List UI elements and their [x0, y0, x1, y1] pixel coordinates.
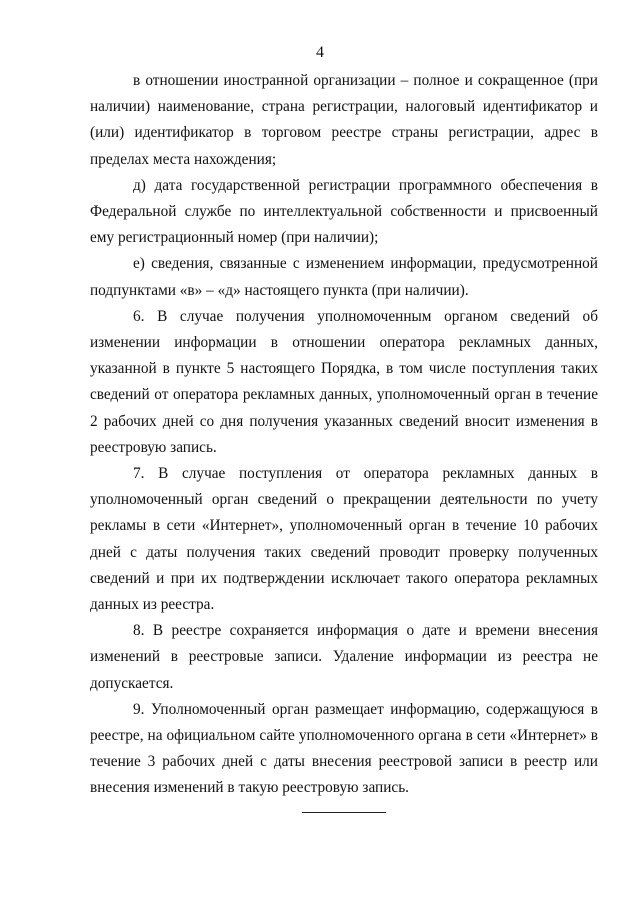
paragraph-7: 7. В случае поступления от оператора рекламных данных в уполномоченный орган сведений о прекращении деятельности по учету рекламы в сети «Интернет», уполномоченный орган в течение 10 рабочих дней с даты получения таких сведений проводит проверку полученных сведений и при их подтверждении исключает такого оператора рекламных данных из реестра.	[90, 465, 598, 614]
paragraph-foreign-organization: в отношении иностранной организации – полное и сокращенное (при наличии) наименование, страна регистрации, налоговый идентификатор и (или) идентификатор в торговом реестре страны регистрации, адрес в пределах места нахождения;	[90, 72, 598, 168]
document-body	[90, 68, 598, 802]
paragraph-8: 8. В реестре сохраняется информация о дате и времени внесения изменений в реестровые записи. Удаление информации из реестра не допускается.	[90, 622, 598, 692]
page-number: 4	[316, 44, 324, 61]
paragraph-9: 9. Уполномоченный орган размещает информацию, содержащуюся в реестре, на официальном сайте уполномоченного органа в сети «Интернет» в течение 3 рабочих дней с даты внесения реестровой записи в реестр или внесения изменений в такую реестровую запись.	[90, 700, 598, 797]
paragraph-6: 6. В случае получения уполномоченным органом сведений об изменении информации в отношении оператора рекламных данных, указанной в пункте 5 настоящего Порядка, в том числе поступления таких сведений от оператора рекламных данных, уполномоченный орган в течение 2 рабочих дней со дня получения указанных сведений вносит изменения в реестровую запись.	[90, 307, 598, 456]
paragraph-d-software-registration: д) дата государственной регистрации программного обеспечения в Федеральной службе по интеллектуальной собственности и присвоенный ему регистрационный номер (при наличии);	[90, 176, 598, 247]
end-of-document-rule	[302, 812, 386, 813]
paragraph-e-change-info: е) сведения, связанные с изменением информации, предусмотренной подпунктами «в» – «д» настоящего пункта (при наличии).	[90, 255, 598, 299]
